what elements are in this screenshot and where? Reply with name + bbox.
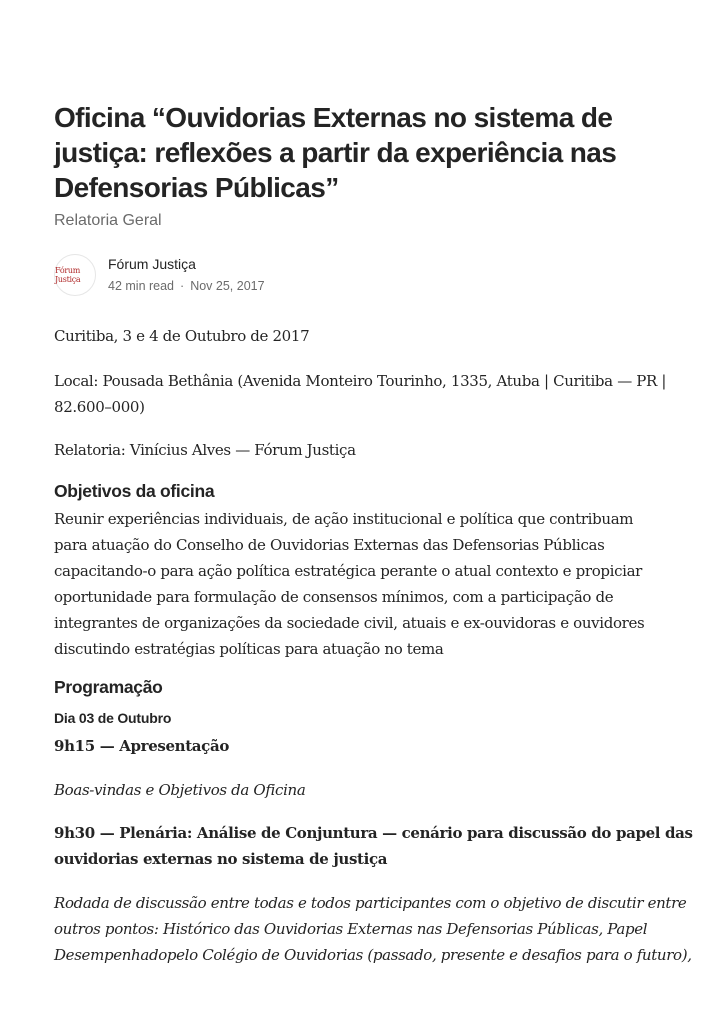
article-meta — [108, 277, 265, 295]
read-time: 42 min read — [108, 279, 175, 293]
forum-justica-logo-icon: Fórum Justiça — [55, 266, 81, 284]
relatoria-paragraph: Relatoria: Vinícius Alves — Fórum Justiça — [54, 441, 356, 459]
paragraph-line: ouvidorias externas no sistema de justiça — [54, 850, 388, 868]
meta-separator: · — [180, 279, 185, 293]
schedule-item-title — [54, 820, 693, 872]
paragraph-line: integrantes de organizações da sociedade civil, atuais e ex-ouvidoras e ouvidores — [54, 614, 645, 632]
schedule-item-description: Boas-vindas e Objetivos da Oficina — [54, 781, 306, 799]
article-title — [54, 100, 674, 205]
paragraph-line: 9h30 — Plenária: Análise de Conjuntura — cenário para discussão do papel das — [54, 824, 693, 842]
paragraph-line: para atuação do Conselho de Ouvidorias Externas das Defensorias Públicas — [54, 536, 605, 554]
schedule-item-description — [54, 890, 692, 968]
paragraph-line: Reunir experiências individuais, de ação institucional e política que contribuam — [54, 510, 634, 528]
paragraph-line: oportunidade para formulação de consensos mínimos, com a participação de — [54, 588, 614, 606]
paragraph-line: discutindo estratégias políticas para atuação no tema — [54, 640, 444, 658]
author-name-link[interactable]: Fórum Justiça — [108, 256, 196, 272]
title-line: Defensorias Públicas” — [54, 172, 339, 203]
title-line: justiça: reflexões a partir da experiência nas — [54, 137, 617, 168]
title-line: Oficina “Ouvidorias Externas no sistema de — [54, 102, 613, 133]
paragraph-line: Desempenhadopelo Colégio de Ouvidorias (passado, presente e desafios para o futuro), — [54, 946, 692, 964]
paragraph-line: Rodada de discussão entre todas e todos participantes com o objetivo de discutir entre — [54, 894, 687, 912]
publish-date: Nov 25, 2017 — [190, 279, 265, 293]
paragraph-line: Local: Pousada Bethânia (Avenida Monteiro Tourinho, 1335, Atuba | Curitiba — PR | — [54, 372, 667, 390]
date-location: Curitiba, 3 e 4 de Outubro de 2017 — [54, 327, 310, 345]
article-subtitle: Relatoria Geral — [54, 212, 162, 229]
paragraph-line: outros pontos: Histórico das Ouvidorias Externas nas Defensorias Públicas, Papel — [54, 920, 648, 938]
objetivos-heading: Objetivos da oficina — [54, 481, 215, 501]
schedule-item-title: 9h15 — Apresentação — [54, 737, 229, 755]
author-avatar[interactable] — [54, 254, 96, 296]
programacao-heading: Programação — [54, 677, 163, 697]
paragraph-line: capacitando-o para ação política estratégica perante o atual contexto e propiciar — [54, 562, 642, 580]
paragraph-line: 82.600–000) — [54, 398, 145, 416]
local-paragraph — [54, 368, 674, 420]
author-row — [54, 254, 454, 294]
objetivos-paragraph — [54, 506, 674, 662]
day-heading: Dia 03 de Outubro — [54, 710, 172, 726]
